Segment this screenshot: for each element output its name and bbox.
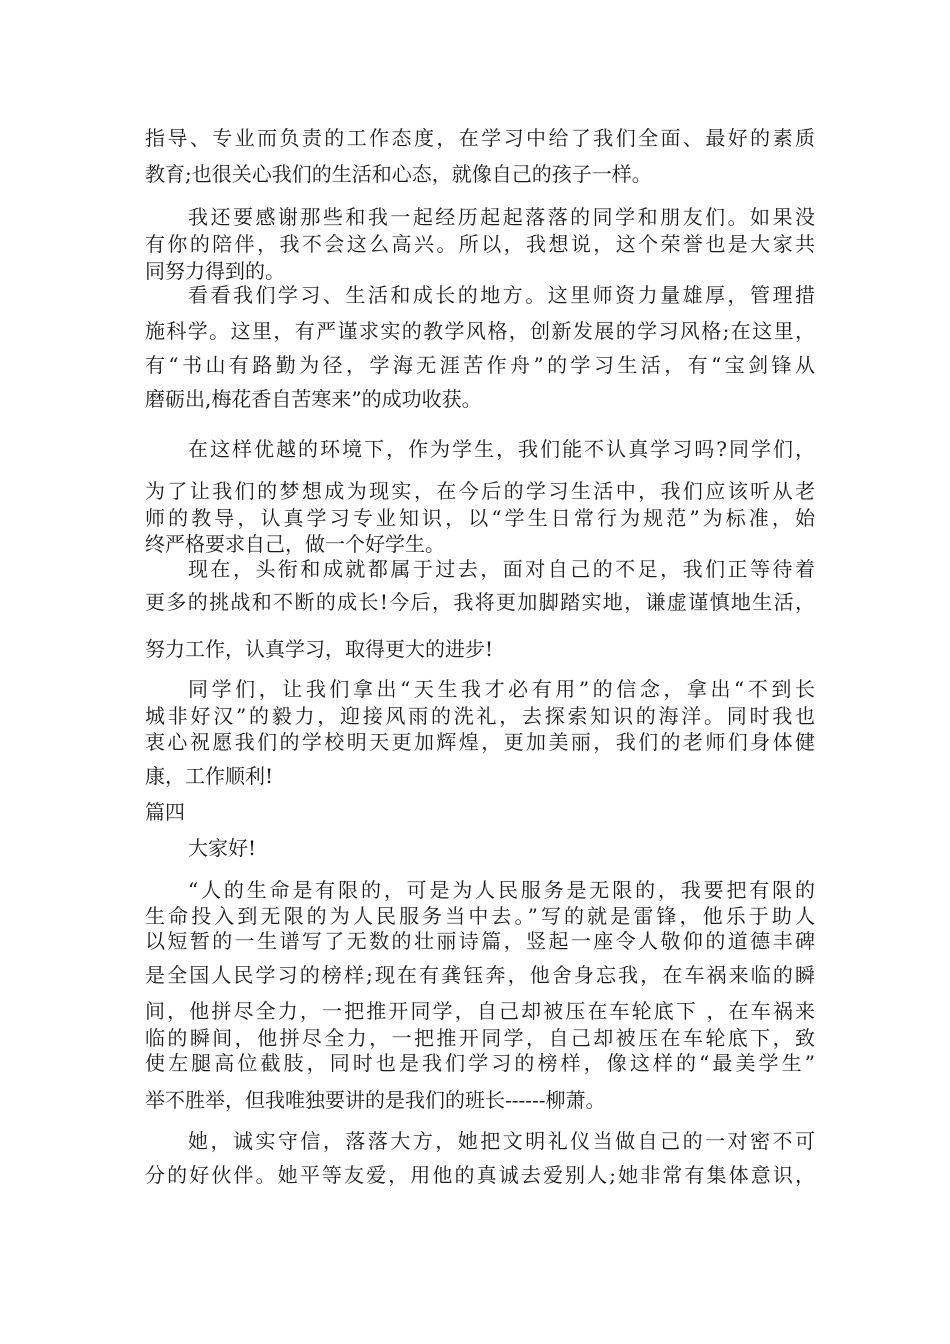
paragraph-line: 分的好伙伴。她平等友爱，用他的真诚去爱别人;她非常有集体意识， — [145, 1163, 815, 1187]
paragraph-line: 间，他拼尽全力，一把推开同学，自己却被压在车轮底下 ，在车祸来 — [145, 999, 815, 1023]
paragraph-line: 看看我们学习、生活和成长的地方。这里师资力量雄厚，管理措 — [188, 283, 815, 307]
paragraph-line: 为了让我们的梦想成为现实，在今后的学习生活中，我们应该听从老 — [145, 479, 815, 503]
paragraph-line: 努力工作，认真学习，取得更大的进步! — [145, 637, 494, 661]
paragraph-line: “人的生命是有限的，可是为人民服务是无限的，我要把有限的 — [188, 878, 815, 902]
paragraph-line: 施科学。这里，有严谨求实的教学风格，创新发展的学习风格;在这里， — [145, 319, 815, 343]
paragraph-line: 指导、专业而负责的工作态度，在学习中给了我们全面、最好的素质 — [145, 126, 815, 150]
paragraph-line: 是全国人民学习的榜样;现在有龚钰奔，他舍身忘我，在车祸来临的瞬 — [145, 963, 815, 987]
paragraph-line: 临的瞬间，他拼尽全力，一把推开同学，自己却被压在车轮底下，致 — [145, 1026, 815, 1050]
paragraph-line: 她，诚实守信，落落大方，她把文明礼仪当做自己的一对密不可 — [188, 1129, 815, 1153]
paragraph-line: 磨砺出,梅花香自苦寒来”的成功收获。 — [145, 387, 482, 411]
paragraph-line: 我还要感谢那些和我一起经历起起落落的同学和朋友们。如果没 — [188, 205, 815, 229]
paragraph-line: 在这样优越的环境下，作为学生，我们能不认真学习吗?同学们， — [188, 437, 815, 461]
paragraph-line: 使左腿高位截肢，同时也是我们学习的榜样，像这样的“最美学生” — [145, 1051, 815, 1075]
paragraph-line: 师的教导，认真学习专业知识，以“学生日常行为规范”为标准，始 — [145, 506, 815, 530]
paragraph-line: 有你的陪伴，我不会这么高兴。所以，我想说，这个荣誉也是大家共 — [145, 232, 815, 256]
paragraph-line: 现在，头衔和成就都属于过去，面对自己的不足，我们正等待着 — [188, 557, 815, 581]
paragraph-line: 有“书山有路勤为径，学海无涯苦作舟”的学习生活，有“宝剑锋从 — [145, 353, 815, 377]
paragraph-line: 终严格要求自己，做一个好学生。 — [145, 532, 445, 556]
paragraph-line: 同努力得到的。 — [145, 259, 285, 283]
paragraph-line: 教育;也很关心我们的生活和心态，就像自己的孩子一样。 — [145, 162, 652, 186]
greeting-line: 大家好! — [188, 836, 257, 860]
section-heading: 篇四 — [145, 800, 185, 824]
paragraph-line: 举不胜举，但我唯独要讲的是我们的班长------柳萧。 — [145, 1088, 606, 1112]
paragraph-line: 更多的挑战和不断的成长!今后，我将更加脚踏实地，谦虚谨慎地生活， — [145, 590, 815, 614]
paragraph-line: 康，工作顺利! — [145, 764, 274, 788]
paragraph-line: 同学们，让我们拿出“天生我才必有用”的信念，拿出“不到长 — [188, 677, 815, 701]
paragraph-line: 城非好汉”的毅力，迎接风雨的洗礼，去探索知识的海洋。同时我也 — [145, 704, 815, 728]
paragraph-line: 以短暂的一生谱写了无数的壮丽诗篇，竖起一座令人敬仰的道德丰碑 — [145, 929, 815, 953]
paragraph-line: 衷心祝愿我们的学校明天更加辉煌，更加美丽，我们的老师们身体健 — [145, 730, 815, 754]
paragraph-line: 生命投入到无限的为人民服务当中去。”写的就是雷锋，他乐于助人 — [145, 904, 815, 928]
